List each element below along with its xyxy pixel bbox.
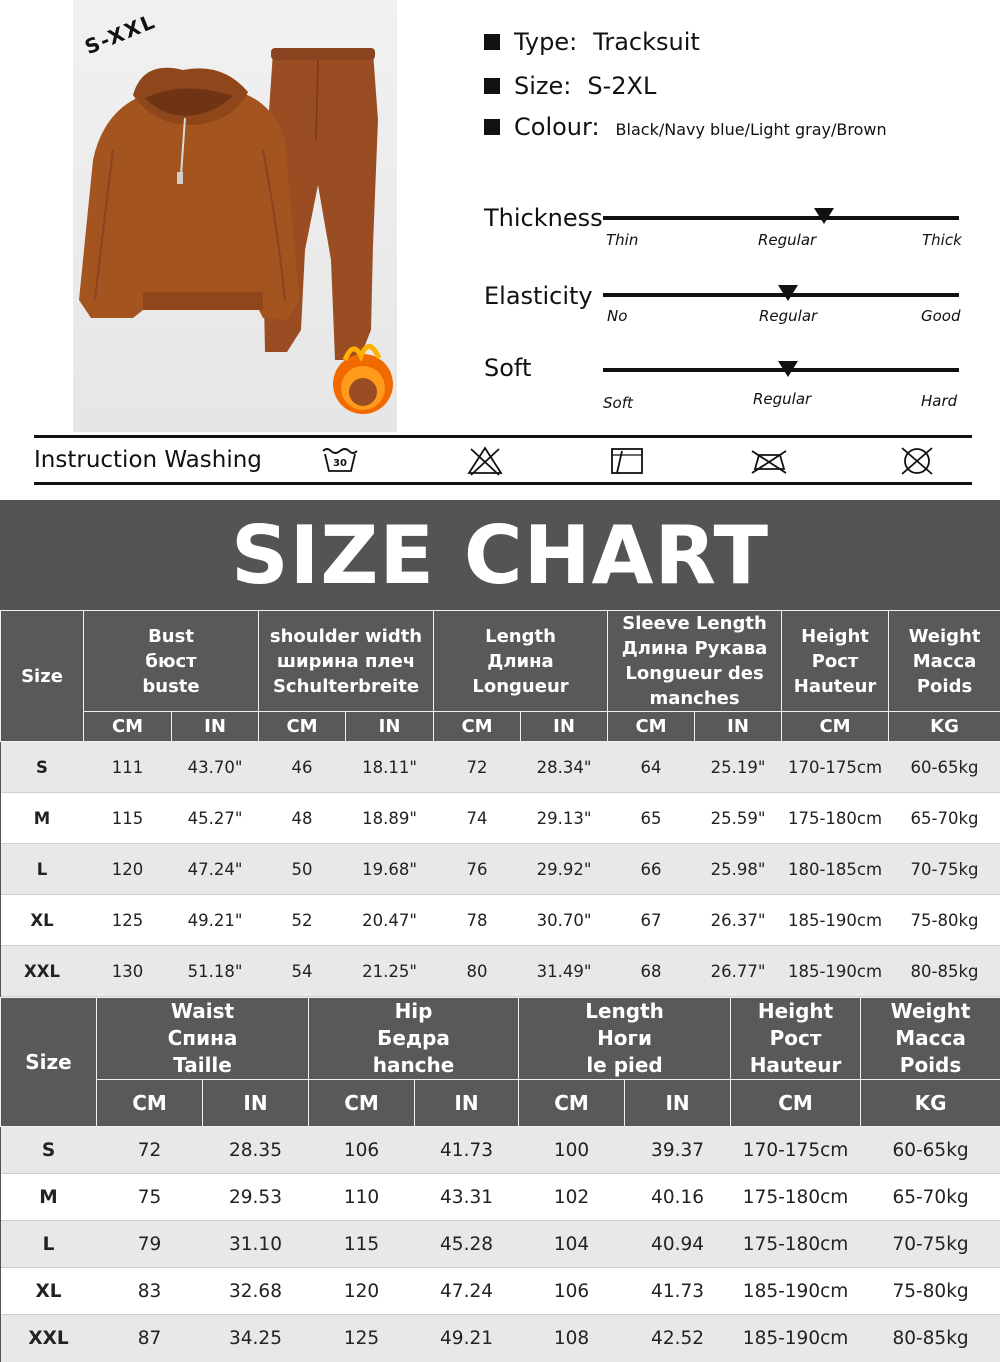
table-row [1, 1268, 1000, 1315]
table-cell: 111 [84, 742, 172, 793]
unit-header: IN [203, 1080, 309, 1127]
table-cell: 170-175cm [782, 742, 889, 793]
table-cell: 76 [434, 844, 521, 895]
table-cell: 65 [608, 793, 695, 844]
table-cell: 75-80kg [889, 895, 1000, 946]
unit-header: IN [172, 712, 259, 742]
table-cell: 80-85kg [861, 1315, 1000, 1362]
table-cell: 175-180cm [731, 1221, 861, 1268]
wash-temp-label: 30 [333, 458, 347, 469]
table-cell: 40.94 [625, 1221, 731, 1268]
spec-size-value: S-2XL [587, 72, 657, 100]
hip-header [309, 998, 519, 1080]
size-cell: XL [1, 1268, 97, 1315]
table-cell: 26.37" [695, 895, 782, 946]
table-cell: 47.24 [415, 1268, 519, 1315]
spec-colour-row [484, 113, 887, 141]
header-line: Poids [916, 675, 973, 697]
spec-type-value: Tracksuit [593, 28, 700, 56]
table-cell: 185-190cm [731, 1315, 861, 1362]
tracksuit-illustration [73, 0, 397, 432]
table-cell: 29.92" [521, 844, 608, 895]
scale-tick-mid: Regular [753, 390, 812, 408]
header-line: Спина [167, 1026, 238, 1050]
table-cell: 26.77" [695, 946, 782, 997]
scale-title: Thickness [484, 204, 603, 232]
table-cell: 18.89" [346, 793, 434, 844]
table-row [1, 1174, 1000, 1221]
table-cell: 52 [259, 895, 346, 946]
table-cell: 39.37 [625, 1127, 731, 1174]
table-cell: 54 [259, 946, 346, 997]
weight-header [861, 998, 1000, 1080]
product-image [73, 0, 397, 432]
size-cell: M [1, 793, 84, 844]
table-cell: 29.53 [203, 1174, 309, 1221]
header-line: Рост [811, 650, 859, 672]
softness-scale [484, 354, 964, 424]
table-cell: 25.98" [695, 844, 782, 895]
table-row [1, 895, 1000, 946]
table-cell: 25.59" [695, 793, 782, 844]
size-header: Size [1, 611, 84, 742]
bullet-square [484, 34, 500, 50]
table-cell: 180-185cm [782, 844, 889, 895]
bust-header [84, 611, 259, 712]
table-cell: 125 [309, 1315, 415, 1362]
unit-header: CM [782, 712, 889, 742]
weight-header [889, 611, 1000, 712]
header-line: Hauteur [793, 675, 877, 697]
table-cell: 110 [309, 1174, 415, 1221]
table-cell: 108 [519, 1315, 625, 1362]
header-line: shoulder width [269, 625, 423, 647]
table-cell: 41.73 [625, 1268, 731, 1315]
table-cell: 80-85kg [889, 946, 1000, 997]
header-line: Taille [173, 1053, 232, 1077]
header-line: Длина Рукава [621, 638, 768, 659]
size-cell: XL [1, 895, 84, 946]
unit-header-row [1, 1080, 1000, 1127]
unit-header: CM [608, 712, 695, 742]
table-cell: 79 [97, 1221, 203, 1268]
header-line: le pied [586, 1053, 663, 1077]
height-header [782, 611, 889, 712]
table-cell: 66 [608, 844, 695, 895]
spec-size-row [484, 72, 656, 100]
header-line: Hip [394, 999, 433, 1023]
table-cell: 75 [97, 1174, 203, 1221]
height-header [731, 998, 861, 1080]
no-bleach-icon [466, 445, 504, 477]
washing-label: Instruction Washing [34, 447, 262, 473]
header-line: Sleeve Length [622, 613, 767, 634]
table-row [1, 742, 1000, 793]
unit-header-row [1, 712, 1000, 742]
table-cell: 100 [519, 1127, 625, 1174]
scale-line [603, 216, 959, 220]
table-cell: 70-75kg [889, 844, 1000, 895]
table-cell: 45.28 [415, 1221, 519, 1268]
table-cell: 72 [97, 1127, 203, 1174]
table-cell: 115 [309, 1221, 415, 1268]
header-line: buste [142, 675, 200, 697]
scale-tick-low: Soft [603, 394, 633, 412]
table-cell: 49.21 [415, 1315, 519, 1362]
unit-header: CM [259, 712, 346, 742]
sleeve-length-header [608, 611, 782, 712]
unit-header: IN [521, 712, 608, 742]
table-cell: 48 [259, 793, 346, 844]
table-cell: 185-190cm [782, 895, 889, 946]
table-cell: 78 [434, 895, 521, 946]
scale-tick-mid: Regular [759, 307, 818, 325]
table-cell: 20.47" [346, 895, 434, 946]
unit-header: IN [415, 1080, 519, 1127]
table-cell: 47.24" [172, 844, 259, 895]
table-cell: 87 [97, 1315, 203, 1362]
table-cell: 67 [608, 895, 695, 946]
bullet-square [484, 119, 500, 135]
header-line: Ноги [597, 1026, 653, 1050]
unit-header: IN [695, 712, 782, 742]
size-cell: XXL [1, 1315, 97, 1362]
unit-header: CM [731, 1080, 861, 1127]
table-cell: 74 [434, 793, 521, 844]
header-line: Масса [895, 1026, 966, 1050]
spec-size-label: Size: [514, 72, 572, 100]
header-line: Length [485, 625, 556, 647]
table-cell: 43.70" [172, 742, 259, 793]
table-cell: 43.31 [415, 1174, 519, 1221]
waist-header [97, 998, 309, 1080]
header-line: ширина плеч [276, 650, 416, 672]
table-cell: 30.70" [521, 895, 608, 946]
header-line: Weight [908, 625, 981, 647]
header-line: Масса [912, 650, 977, 672]
header-line: Height [801, 625, 869, 647]
header-line: Longueur [472, 675, 569, 697]
table-cell: 45.27" [172, 793, 259, 844]
table-cell: 32.68 [203, 1268, 309, 1315]
table-row [1, 1127, 1000, 1174]
table-cell: 60-65kg [889, 742, 1000, 793]
table-cell: 125 [84, 895, 172, 946]
unit-header: KG [861, 1080, 1000, 1127]
no-iron-icon [750, 445, 788, 477]
unit-header: KG [889, 712, 1000, 742]
unit-header: CM [434, 712, 521, 742]
unit-header: CM [519, 1080, 625, 1127]
unit-header: IN [625, 1080, 731, 1127]
table-cell: 50 [259, 844, 346, 895]
spec-type-label: Type: [514, 28, 578, 56]
table-cell: 65-70kg [861, 1174, 1000, 1221]
scale-level-marker [778, 361, 798, 377]
spec-colour-label: Colour: [514, 113, 600, 141]
header-line: Длина [487, 650, 554, 672]
size-cell: XXL [1, 946, 84, 997]
table-row [1, 844, 1000, 895]
table-cell: 51.18" [172, 946, 259, 997]
scale-title: Soft [484, 354, 532, 382]
table-cell: 68 [608, 946, 695, 997]
header-line: Longueur des [625, 663, 764, 684]
no-dry-clean-icon [898, 445, 936, 477]
header-line: Bust [148, 625, 194, 647]
spec-type-row [484, 28, 700, 56]
header-line: Height [757, 999, 834, 1023]
table-cell: 70-75kg [861, 1221, 1000, 1268]
thickness-scale [484, 204, 964, 274]
scale-tick-mid: Regular [758, 231, 817, 249]
table-cell: 72 [434, 742, 521, 793]
top-size-table [0, 610, 1000, 997]
table-row [1, 1315, 1000, 1362]
scale-tick-low: Thin [606, 231, 639, 249]
header-line: Poids [899, 1053, 962, 1077]
table-cell: 83 [97, 1268, 203, 1315]
table-cell: 80 [434, 946, 521, 997]
size-cell: S [1, 1127, 97, 1174]
table-cell: 31.10 [203, 1221, 309, 1268]
table-cell: 185-190cm [731, 1268, 861, 1315]
elasticity-scale [484, 282, 964, 352]
table-cell: 41.73 [415, 1127, 519, 1174]
size-chart [0, 500, 1000, 1362]
table-cell: 49.21" [172, 895, 259, 946]
wash-30-icon [321, 445, 359, 477]
table-cell: 115 [84, 793, 172, 844]
table-cell: 28.35 [203, 1127, 309, 1174]
size-cell: S [1, 742, 84, 793]
table-cell: 175-180cm [731, 1174, 861, 1221]
scale-level-marker [814, 208, 834, 224]
unit-header: IN [346, 712, 434, 742]
header-line: Waist [170, 999, 235, 1023]
table-cell: 60-65kg [861, 1127, 1000, 1174]
dry-flat-icon [608, 445, 646, 477]
table-cell: 28.34" [521, 742, 608, 793]
header-line: бюст [145, 650, 197, 672]
table-cell: 130 [84, 946, 172, 997]
table-cell: 31.49" [521, 946, 608, 997]
table-cell: 64 [608, 742, 695, 793]
table-cell: 120 [84, 844, 172, 895]
header-line: hanche [372, 1053, 455, 1077]
scale-level-marker [778, 285, 798, 301]
table-cell: 106 [309, 1127, 415, 1174]
bottom-size-table [0, 997, 1000, 1362]
table-cell: 65-70kg [889, 793, 1000, 844]
table-cell: 104 [519, 1221, 625, 1268]
unit-header: CM [309, 1080, 415, 1127]
table-cell: 34.25 [203, 1315, 309, 1362]
scale-tick-low: No [607, 307, 628, 325]
header-line: Бедра [377, 1026, 450, 1050]
table-cell: 75-80kg [861, 1268, 1000, 1315]
table-cell: 29.13" [521, 793, 608, 844]
table-cell: 170-175cm [731, 1127, 861, 1174]
length-header [434, 611, 608, 712]
table-cell: 106 [519, 1268, 625, 1315]
size-range-stamp: S-XXL [81, 8, 160, 60]
table-cell: 185-190cm [782, 946, 889, 997]
table-cell: 175-180cm [782, 793, 889, 844]
table-cell: 21.25" [346, 946, 434, 997]
header-line: Weight [890, 999, 971, 1023]
unit-header: CM [97, 1080, 203, 1127]
table-cell: 18.11" [346, 742, 434, 793]
size-cell: L [1, 844, 84, 895]
table-cell: 40.16 [625, 1174, 731, 1221]
table-cell: 46 [259, 742, 346, 793]
table-cell: 42.52 [625, 1315, 731, 1362]
header-line: manches [649, 688, 740, 709]
table-row [1, 793, 1000, 844]
bullet-square [484, 78, 500, 94]
size-cell: M [1, 1174, 97, 1221]
header-line: Schulterbreite [272, 675, 420, 697]
table-cell: 102 [519, 1174, 625, 1221]
table-cell: 19.68" [346, 844, 434, 895]
table-cell: 25.19" [695, 742, 782, 793]
size-chart-title: SIZE CHART [230, 509, 770, 602]
scale-tick-high: Good [921, 307, 961, 325]
scale-tick-high: Hard [921, 392, 958, 410]
header-line: Length [585, 999, 664, 1023]
size-header: Size [1, 998, 97, 1127]
header-line: Рост [769, 1026, 822, 1050]
size-cell: L [1, 1221, 97, 1268]
unit-header: CM [84, 712, 172, 742]
table-row [1, 1221, 1000, 1268]
leg-length-header [519, 998, 731, 1080]
shoulder-width-header [259, 611, 434, 712]
scale-tick-high: Thick [922, 231, 962, 249]
table-row [1, 946, 1000, 997]
washing-instructions-bar [34, 435, 972, 485]
scale-title: Elasticity [484, 282, 593, 310]
header-line: Hauteur [749, 1053, 842, 1077]
spec-colour-value: Black/Navy blue/Light gray/Brown [615, 120, 887, 139]
table-cell: 120 [309, 1268, 415, 1315]
